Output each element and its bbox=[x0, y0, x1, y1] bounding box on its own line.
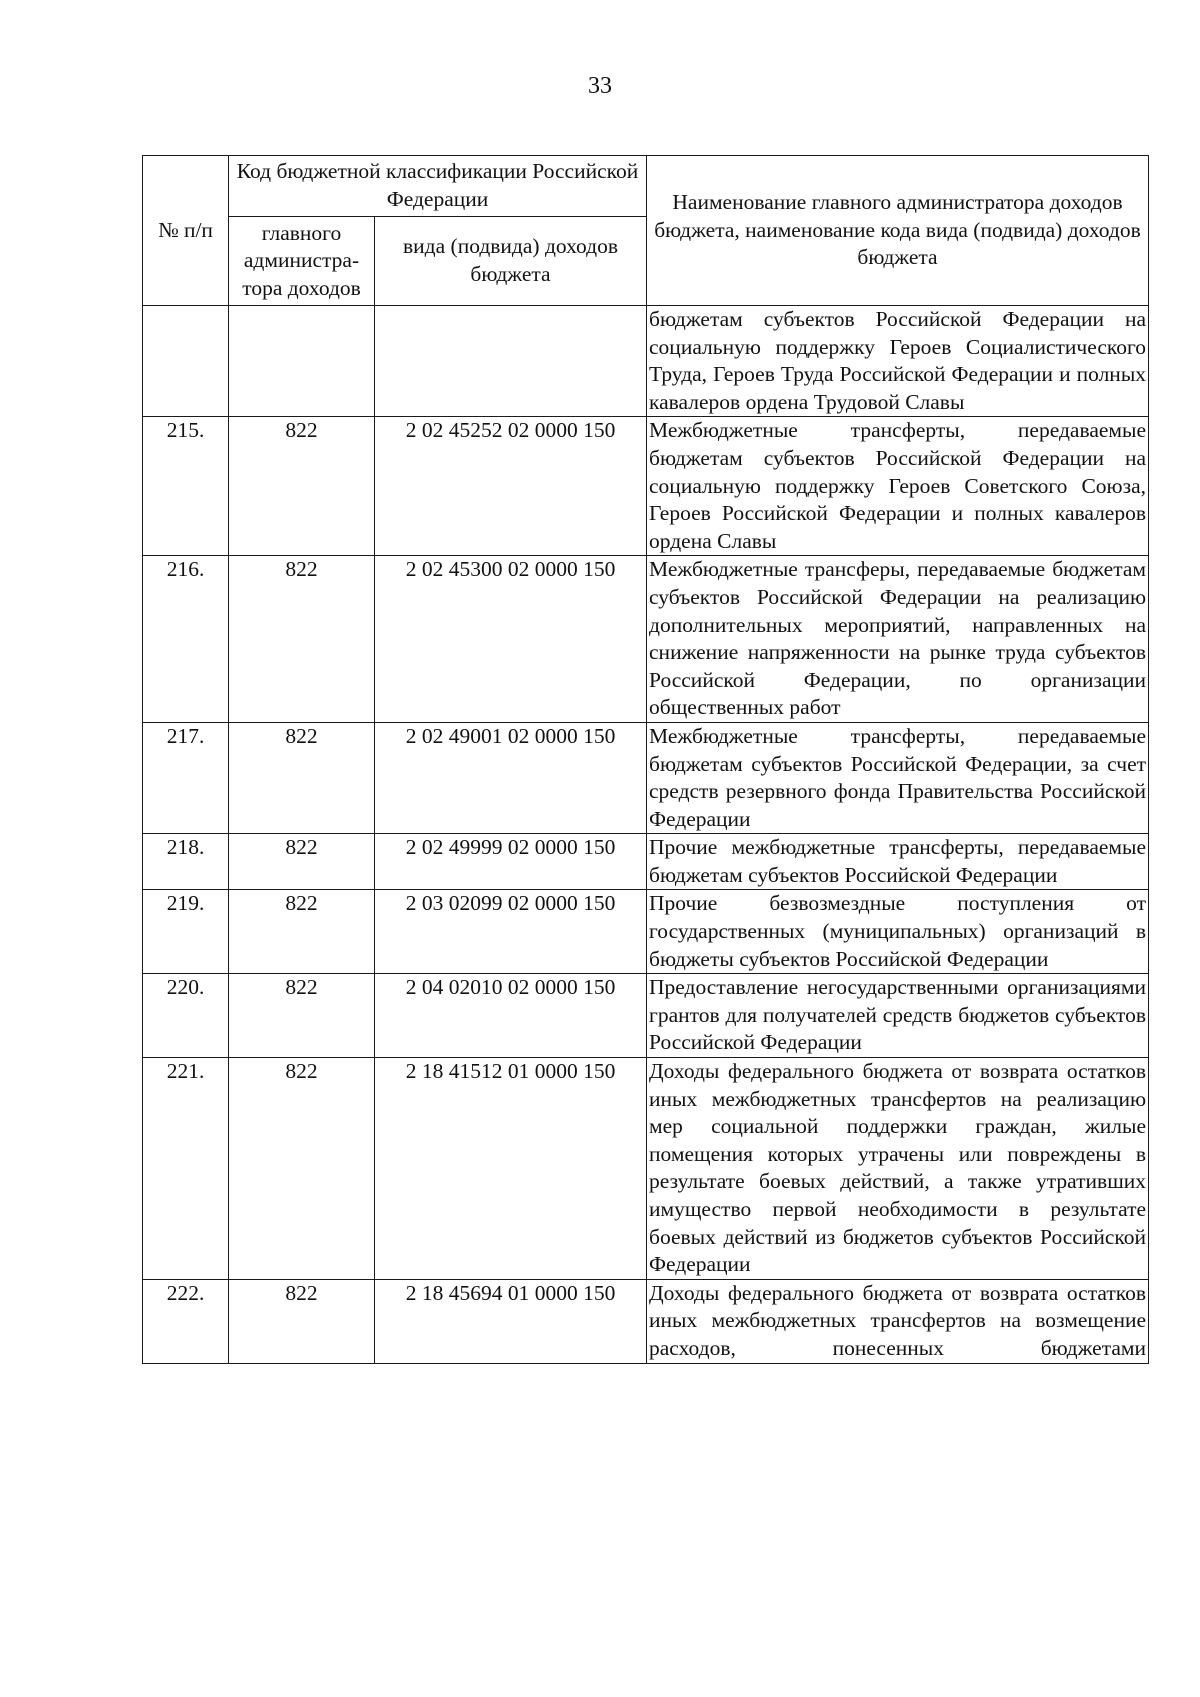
table-row bbox=[143, 974, 1149, 1058]
cell-number: 219. bbox=[143, 890, 229, 974]
table-body bbox=[143, 306, 1149, 1364]
cell-code: 2 04 02010 02 0000 150 bbox=[375, 974, 647, 1058]
cell-admin: 822 bbox=[229, 722, 375, 833]
header-number: № п/п bbox=[143, 156, 229, 306]
header-name: Наименование главного администратора доходов бюджета, наименование кода вида (подвида) доходов бюджета bbox=[647, 156, 1149, 306]
cell-admin: 822 bbox=[229, 1279, 375, 1363]
table-row bbox=[143, 890, 1149, 974]
cell-number: 221. bbox=[143, 1058, 229, 1280]
cell-code: 2 18 41512 01 0000 150 bbox=[375, 1058, 647, 1280]
header-kbk-group: Код бюджетной классификации Российской Федерации bbox=[229, 156, 647, 217]
cell-name: Межбюджетные трансферы, передаваемые бюджетам субъектов Российской Федерации на реализацию дополнительных мероприятий, направленных на снижение напряженности на рынке труда субъектов Российской Федерации, по организации общественных работ bbox=[647, 556, 1149, 723]
table-row bbox=[143, 1279, 1149, 1363]
cell-number bbox=[143, 306, 229, 417]
table-row-continuation bbox=[143, 306, 1149, 417]
table-row bbox=[143, 556, 1149, 723]
cell-code: 2 02 45300 02 0000 150 bbox=[375, 556, 647, 723]
cell-code: 2 03 02099 02 0000 150 bbox=[375, 890, 647, 974]
budget-classification-table bbox=[142, 155, 1149, 1364]
cell-code: 2 02 49001 02 0000 150 bbox=[375, 722, 647, 833]
cell-name: Доходы федерального бюджета от возврата остатков иных межбюджетных трансфертов на возмещение расходов, понесенных бюджетами bbox=[647, 1279, 1149, 1363]
cell-code: 2 02 45252 02 0000 150 bbox=[375, 417, 647, 556]
cell-number: 216. bbox=[143, 556, 229, 723]
header-row-top bbox=[143, 156, 1149, 217]
cell-admin: 822 bbox=[229, 1058, 375, 1280]
cell-number: 220. bbox=[143, 974, 229, 1058]
cell-admin bbox=[229, 306, 375, 417]
table-row bbox=[143, 417, 1149, 556]
table-row bbox=[143, 722, 1149, 833]
cell-code bbox=[375, 306, 647, 417]
cell-admin: 822 bbox=[229, 974, 375, 1058]
cell-admin: 822 bbox=[229, 834, 375, 890]
header-code: вида (подвида) доходов бюджета bbox=[375, 217, 647, 306]
header-admin: главного администра-тора доходов bbox=[229, 217, 375, 306]
cell-number: 222. bbox=[143, 1279, 229, 1363]
cell-name: Предоставление негосударственными организациями грантов для получателей средств бюджетов субъектов Российской Федерации bbox=[647, 974, 1149, 1058]
page-number: 33 bbox=[588, 73, 612, 99]
cell-number: 218. bbox=[143, 834, 229, 890]
table-header bbox=[143, 156, 1149, 306]
cell-admin: 822 bbox=[229, 556, 375, 723]
cell-code: 2 18 45694 01 0000 150 bbox=[375, 1279, 647, 1363]
cell-name: Прочие межбюджетные трансферты, передаваемые бюджетам субъектов Российской Федерации bbox=[647, 834, 1149, 890]
table-row bbox=[143, 1058, 1149, 1280]
cell-number: 215. bbox=[143, 417, 229, 556]
cell-admin: 822 bbox=[229, 890, 375, 974]
cell-name: Межбюджетные трансферты, передаваемые бюджетам субъектов Российской Федерации, за счет средств резервного фонда Правительства Российской Федерации bbox=[647, 722, 1149, 833]
cell-code: 2 02 49999 02 0000 150 bbox=[375, 834, 647, 890]
table-row bbox=[143, 834, 1149, 890]
cell-admin: 822 bbox=[229, 417, 375, 556]
cell-name: Межбюджетные трансферты, передаваемые бюджетам субъектов Российской Федерации на социальную поддержку Героев Советского Союза, Героев Российской Федерации и полных кавалеров ордена Славы bbox=[647, 417, 1149, 556]
cell-name: Доходы федерального бюджета от возврата остатков иных межбюджетных трансфертов на реализацию мер социальной поддержки граждан, жилые помещения которых утрачены или повреждены в результате боевых действий, а также утративших имущество первой необходимости в результате боевых действий из бюджетов субъектов Российской Федерации bbox=[647, 1058, 1149, 1280]
cell-number: 217. bbox=[143, 722, 229, 833]
cell-name: Прочие безвозмездные поступления от государственных (муниципальных) организаций в бюджеты субъектов Российской Федерации bbox=[647, 890, 1149, 974]
cell-name: бюджетам субъектов Российской Федерации на социальную поддержку Героев Социалистического Труда, Героев Труда Российской Федерации и полных кавалеров ордена Трудовой Славы bbox=[647, 306, 1149, 417]
